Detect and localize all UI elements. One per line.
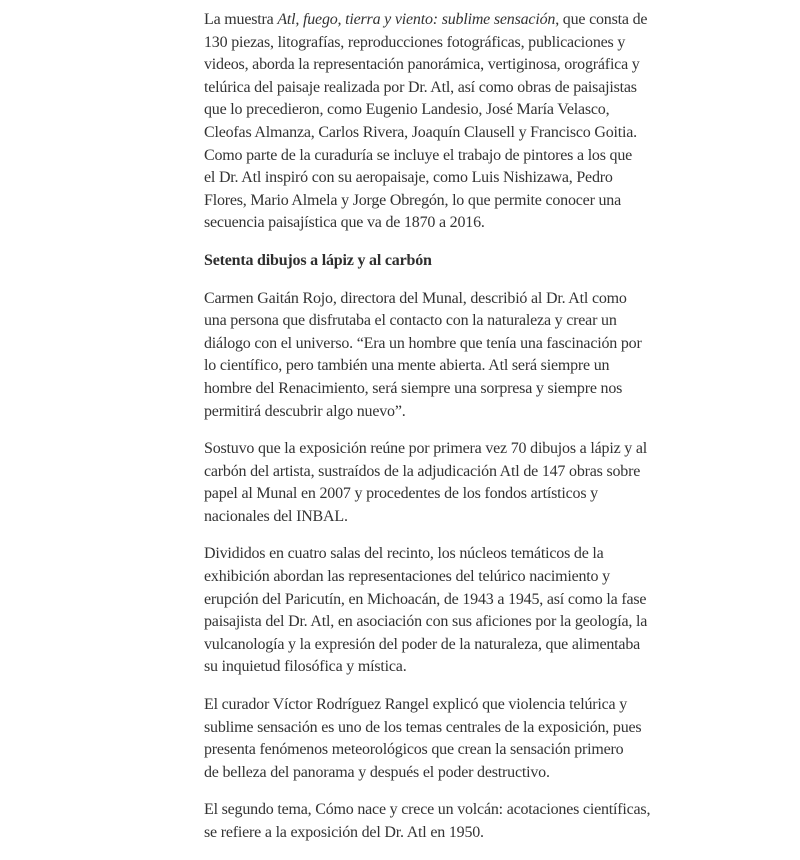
paragraph-line [204, 9, 724, 32]
article-paragraph [204, 438, 724, 528]
exhibition-title-italic: Atl, fuego, tierra y viento: sublime sensación [277, 11, 556, 28]
paragraph-line: vulcanología y la expresión del poder de la naturaleza, que alimentaba [204, 635, 641, 653]
paragraph-line: Cleofas Almanza, Carlos Rivera, Joaquín Clausell y Francisco Goitia. [204, 123, 637, 141]
paragraph-line: secuencia paisajística que va de 1870 a 2016. [204, 214, 485, 232]
paragraph-line: El curador Víctor Rodríguez Rangel explicó que violencia telúrica y [204, 696, 628, 714]
paragraph-line: de belleza del panorama y después el poder destructivo. [204, 763, 550, 781]
paragraph-line: exhibición abordan las representaciones del telúrico nacimiento y [204, 568, 610, 586]
paragraph-line: sublime sensación es uno de los temas centrales de la exposición, pues [204, 718, 642, 736]
paragraph-line: lo científico, pero también una mente abierta. Atl será siempre un [204, 357, 610, 375]
paragraph-line: Como parte de la curaduría se incluye el trabajo de pintores a los que [204, 146, 633, 164]
article-paragraph [204, 9, 724, 235]
article-paragraph [204, 799, 724, 844]
paragraph-line: carbón del artista, sustraídos de la adjudicación Atl de 147 obras sobre [204, 462, 641, 480]
text-segment: , que consta de [555, 11, 648, 28]
paragraph-line: una persona que disfrutaba el contacto con la naturaleza y crear un [204, 312, 617, 330]
paragraph-line: Divididos en cuatro salas del recinto, los núcleos temáticos de la [204, 545, 604, 563]
paragraph-line: hombre del Renacimiento, será siempre una sorpresa y siempre nos [204, 379, 623, 397]
paragraph-line: Flores, Mario Almela y Jorge Obregón, lo que permite conocer una [204, 191, 622, 209]
article-paragraph [204, 288, 724, 424]
paragraph-line: telúrica del paisaje realizada por Dr. Atl, así como obras de paisajistas [204, 78, 637, 96]
section-heading: Setenta dibujos a lápiz y al carbón [204, 251, 432, 269]
article-paragraph [204, 543, 724, 679]
paragraph-line: erupción del Paricutín, en Michoacán, de 1943 a 1945, así como la fase [204, 590, 647, 608]
paragraph-line: diálogo con el universo. “Era un hombre que tenía una fascinación por [204, 334, 642, 352]
paragraph-line: permitirá descubrir algo nuevo”. [204, 402, 406, 420]
paragraph-line: papel al Munal en 2007 y procedentes de los fondos artísticos y [204, 485, 598, 503]
paragraph-line: que lo precedieron, como Eugenio Landesio, José María Velasco, [204, 101, 610, 119]
paragraph-line: paisajista del Dr. Atl, en asociación con sus aficiones por la geología, la [204, 613, 648, 631]
paragraph-line: videos, aborda la representación panorámica, vertiginosa, orográfica y [204, 56, 640, 74]
paragraph-line: 130 piezas, litografías, reproducciones fotográficas, publicaciones y [204, 33, 626, 51]
paragraph-line: Sostuvo que la exposición reúne por primera vez 70 dibujos a lápiz y al [204, 440, 648, 458]
text-segment: La muestra [204, 11, 278, 28]
paragraph-line: presenta fenómenos meteorológicos que crean la sensación primero [204, 741, 624, 759]
paragraph-line: El segundo tema, Cómo nace y crece un volcán: acotaciones científicas, [204, 801, 651, 819]
article-body [204, 9, 724, 860]
paragraph-line: nacionales del INBAL. [204, 507, 348, 525]
paragraph-line: Carmen Gaitán Rojo, directora del Munal, describió al Dr. Atl como [204, 289, 627, 307]
paragraph-line: se refiere a la exposición del Dr. Atl en 1950. [204, 824, 484, 841]
article-paragraph [204, 694, 724, 784]
paragraph-line: el Dr. Atl inspiró con su aeropaisaje, como Luis Nishizawa, Pedro [204, 169, 613, 187]
paragraph-line: su inquietud filosófica y mística. [204, 658, 407, 676]
